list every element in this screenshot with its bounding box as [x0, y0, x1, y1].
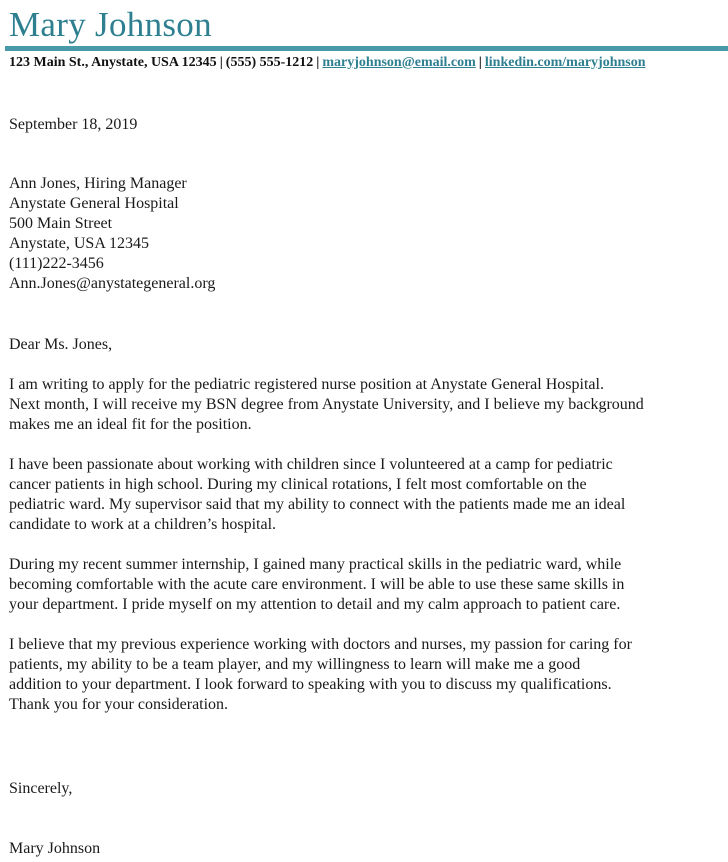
- letter-date: September 18, 2019: [9, 116, 138, 133]
- contact-phone: (555) 555-1212: [225, 55, 314, 70]
- paragraph-1: [9, 375, 720, 435]
- linkedin-link[interactable]: linkedin.com/maryjohnson: [484, 55, 646, 70]
- paragraph-3: [9, 555, 720, 615]
- contact-line: [9, 54, 720, 71]
- contact-address: 123 Main St., Anystate, USA 12345: [9, 55, 217, 70]
- page-title: Mary Johnson: [9, 5, 212, 44]
- paragraph-line: addition to your department. I look forward to speaking with you to discuss my qualifications.: [9, 676, 612, 693]
- paragraph-line: makes me an ideal fit for the position.: [9, 416, 252, 433]
- closing: Sincerely,: [9, 780, 73, 797]
- letter-body: [9, 115, 720, 859]
- paragraph-2: [9, 455, 720, 535]
- recipient-line: (111)222-3456: [9, 255, 104, 272]
- paragraph-line: I believe that my previous experience working with doctors and nurses, my passion for caring for: [9, 636, 632, 653]
- recipient-line: Anystate General Hospital: [9, 195, 179, 212]
- paragraph-4: [9, 635, 720, 715]
- email-link[interactable]: maryjohnson@email.com: [322, 55, 476, 70]
- contact-separator: |: [219, 55, 223, 70]
- recipient-line: Ann Jones, Hiring Manager: [9, 175, 187, 192]
- header-divider: [5, 46, 728, 51]
- paragraph-line: cancer patients in high school. During my clinical rotations, I felt most comfortable on the: [9, 476, 587, 493]
- recipient-block: [9, 174, 720, 294]
- paragraph-line: becoming comfortable with the acute care environment. I will be able to use these same skills in: [9, 576, 625, 593]
- paragraph-line: candidate to work at a children’s hospital.: [9, 516, 277, 533]
- recipient-line: Ann.Jones@anystategeneral.org: [9, 275, 216, 292]
- paragraph-line: During my recent summer internship, I gained many practical skills in the pediatric ward, while: [9, 556, 622, 573]
- salutation: Dear Ms. Jones,: [9, 336, 113, 353]
- paragraph-line: patients, my ability to be a team player, and my willingness to learn will make me a good: [9, 656, 581, 673]
- recipient-line: 500 Main Street: [9, 215, 113, 232]
- paragraph-line: Next month, I will receive my BSN degree from Anystate University, and I believe my background: [9, 396, 644, 413]
- paragraph-line: Thank you for your consideration.: [9, 696, 229, 713]
- paragraph-line: your department. I pride myself on my attention to detail and my calm approach to patient care.: [9, 596, 621, 613]
- signature: Mary Johnson: [9, 840, 101, 857]
- paragraph-line: I am writing to apply for the pediatric registered nurse position at Anystate General Hospital.: [9, 376, 604, 393]
- contact-separator: |: [478, 55, 482, 70]
- paragraph-line: pediatric ward. My supervisor said that my ability to connect with the patients made me an ideal: [9, 496, 626, 513]
- contact-separator: |: [316, 55, 320, 70]
- recipient-line: Anystate, USA 12345: [9, 235, 149, 252]
- paragraph-line: I have been passionate about working with children since I volunteered at a camp for pediatric: [9, 456, 613, 473]
